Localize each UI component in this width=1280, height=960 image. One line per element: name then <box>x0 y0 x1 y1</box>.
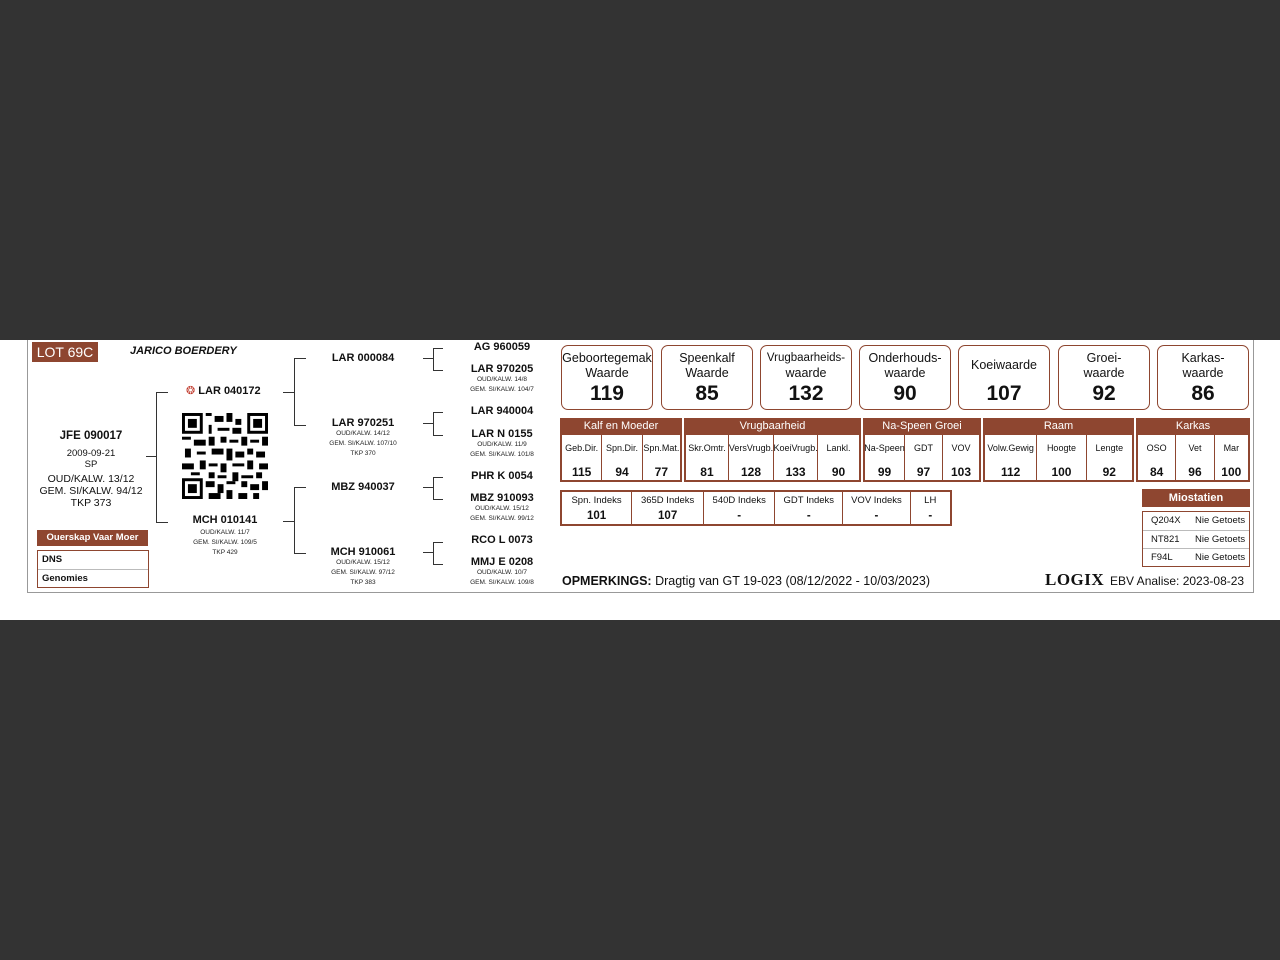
value-number: 86 <box>1191 382 1215 405</box>
group-grid-naspeen <box>863 435 981 482</box>
dam-tkp: TKP 429 <box>212 549 238 556</box>
great-4-id: LAR N 0155 <box>471 428 533 440</box>
group-grid-kalf <box>560 435 682 482</box>
group-grid-karkas <box>1136 435 1250 482</box>
ownership-row-dns: DNS <box>38 551 148 570</box>
value-label-1: Onderhouds- <box>868 351 942 365</box>
great-6-gem: GEM. SI/KALW. 99/12 <box>470 515 534 522</box>
ebv-cell: VOV 103 <box>950 442 971 479</box>
ebv-cell: GDT 97 <box>905 435 943 480</box>
ebv-cell: Hoogte 100 <box>1037 435 1086 480</box>
animal-gem-kalw: GEM. SI/KALW. 94/12 <box>39 485 143 497</box>
group-header-kalf: Kalf en Moeder <box>560 418 682 435</box>
miostatien-row: NT821 Nie Getoets <box>1143 531 1249 550</box>
granddam-paternal-tkp: TKP 370 <box>350 450 376 457</box>
great-7-id: RCO L 0073 <box>471 534 533 546</box>
ebv-cell: Skr. Omtr. 81 <box>686 435 729 480</box>
value-label-2: Waarde <box>585 366 629 380</box>
great-2 <box>460 363 544 395</box>
value-number: 107 <box>986 382 1022 405</box>
group-grid-raam <box>983 435 1134 482</box>
miostatien-row: F94L Nie Getoets <box>1151 552 1246 563</box>
dam-oud-kalw: OUD/KALW. 11/7 <box>200 529 250 536</box>
value-box-groei <box>1058 345 1150 410</box>
dam-block <box>180 514 270 558</box>
ownership-header: Ouerskap Vaar Moer <box>37 530 148 546</box>
grandsire-paternal-id: LAR 000084 <box>331 352 395 364</box>
great-5 <box>460 470 544 482</box>
miostatien-row: Q204X Nie Getoets <box>1143 512 1249 531</box>
ownership-box <box>37 550 149 588</box>
great-6 <box>460 492 544 524</box>
ebv-cell: Spn. Dir. 94 <box>602 435 642 480</box>
value-box-onderhoud <box>859 345 951 410</box>
logix-logo: LOGIX <box>1045 570 1105 589</box>
animal-birth-date: 2009-09-21 <box>66 448 116 459</box>
ebv-cell: Volw. Gewig 112 <box>985 435 1037 480</box>
granddam-paternal-gem: GEM. SI/KALW. 107/10 <box>329 440 397 447</box>
granddam-maternal-id: MCH 910061 <box>330 546 396 558</box>
lot-badge: LOT 69C <box>32 342 98 362</box>
miostatien-header: Miostatien <box>1142 489 1250 507</box>
group-header-vrugbaarheid: Vrugbaarheid <box>684 418 861 435</box>
index-cell: Spn. Indeks 101 <box>562 492 632 524</box>
value-number: 90 <box>893 382 917 405</box>
great-2-gem: GEM. SI/KALW. 104/7 <box>470 386 534 393</box>
value-label-1: Koeiwaarde <box>970 358 1037 372</box>
ebv-cell: Mar 100 <box>1221 442 1242 479</box>
grandsire-paternal <box>318 352 408 364</box>
index-cell: 540D Indeks - <box>704 492 775 524</box>
great-1 <box>460 341 544 353</box>
value-label-1: Vrugbaarheids- <box>766 352 846 364</box>
great-1-id: AG 960059 <box>473 341 531 353</box>
miostatien-box <box>1142 511 1250 567</box>
value-label-1: Groei- <box>1086 351 1122 365</box>
granddam-paternal <box>318 417 408 459</box>
great-8-gem: GEM. SI/KALW. 109/8 <box>470 579 534 586</box>
group-header-naspeen: Na-Speen Groei <box>863 418 981 435</box>
group-grid-vrugbaarheid <box>684 435 861 482</box>
great-6-oud: OUD/KALW. 15/12 <box>475 505 529 512</box>
remarks <box>562 574 930 588</box>
animal-breed: SP <box>84 459 98 470</box>
great-6-id: MBZ 910093 <box>470 492 534 504</box>
great-4-oud: OUD/KALW. 11/9 <box>477 441 527 448</box>
ebv-cell: Lengte 92 <box>1095 442 1124 479</box>
animal-oud-kalw: OUD/KALW. 13/12 <box>47 473 135 485</box>
great-3-id: LAR 940004 <box>470 405 534 417</box>
index-cell: 365D Indeks 107 <box>632 492 704 524</box>
granddam-maternal <box>318 546 408 588</box>
great-8-oud: OUD/KALW. 10/7 <box>476 569 528 576</box>
ebv-cell: Vers Vrugb. 128 <box>729 435 774 480</box>
animal-block <box>36 430 146 509</box>
great-4-gem: GEM. SI/KALW. 101/8 <box>470 451 534 458</box>
catalogue-sheet <box>0 340 1280 620</box>
qr-code-icon <box>182 413 268 499</box>
value-box-koeiwaarde <box>958 345 1050 410</box>
granddam-paternal-oud: OUD/KALW. 14/12 <box>336 430 390 437</box>
value-label-1: Karkas- <box>1181 351 1225 365</box>
ebv-cell: Lankl. 90 <box>826 442 851 479</box>
granddam-maternal-gem: GEM. SI/KALW. 97/12 <box>331 569 395 576</box>
granddam-paternal-id: LAR 970251 <box>331 417 395 429</box>
breeder-name: JARICO BOERDERY <box>130 345 237 357</box>
sire-block <box>186 384 276 397</box>
ownership-row-genomies: Genomies <box>42 573 88 584</box>
ebv-cell: Spn. Mat. 77 <box>643 442 680 479</box>
great-4 <box>460 428 544 460</box>
value-box-karkas <box>1157 345 1249 410</box>
value-number: 119 <box>590 382 624 405</box>
great-7 <box>460 534 544 546</box>
value-number: 92 <box>1092 382 1116 405</box>
ebv-cell: Na- Speen 99 <box>865 435 905 480</box>
ebv-cell: Koei Vrugb. 133 <box>774 435 818 480</box>
animal-tkp: TKP 373 <box>70 497 112 509</box>
animal-id: JFE 090017 <box>59 430 123 442</box>
great-5-id: PHR K 0054 <box>471 470 533 482</box>
great-8 <box>460 556 544 588</box>
great-3 <box>460 405 544 417</box>
index-cell: LH - <box>924 494 937 522</box>
index-table <box>560 490 952 526</box>
grandsire-maternal <box>318 481 408 493</box>
value-label-2: waarde <box>884 366 926 380</box>
great-2-id: LAR 970205 <box>470 363 534 375</box>
value-number: 132 <box>788 382 824 405</box>
dam-id: MCH 010141 <box>192 514 258 526</box>
ebv-analysis-date: EBV Analise: 2023-08-23 <box>1110 574 1245 588</box>
value-label-2: waarde <box>1083 366 1125 380</box>
value-label-1: Speenkalf <box>679 351 735 365</box>
remarks-label: OPMERKINGS: <box>562 574 652 588</box>
value-label-1: Geboortegemak <box>562 351 652 365</box>
ebv-cell: Vet 96 <box>1176 435 1214 480</box>
ebv-cell: OSO 84 <box>1138 435 1176 480</box>
granddam-maternal-tkp: TKP 383 <box>350 579 376 586</box>
value-label-2: waarde <box>1182 366 1224 380</box>
dam-gem-kalw: GEM. SI/KALW. 109/5 <box>193 539 257 546</box>
sire-marker-icon: ❂ <box>186 385 196 397</box>
group-header-karkas: Karkas <box>1136 418 1250 435</box>
value-label-2: Waarde <box>685 366 729 380</box>
group-header-raam: Raam <box>983 418 1134 435</box>
value-box-geboortegemak <box>561 345 653 410</box>
granddam-maternal-oud: OUD/KALW. 15/12 <box>336 559 390 566</box>
great-2-oud: OUD/KALW. 14/8 <box>476 376 528 383</box>
value-number: 85 <box>695 382 719 405</box>
value-box-speenkalf <box>661 345 753 410</box>
value-label-2: waarde <box>785 366 827 380</box>
index-cell: GDT Indeks - <box>775 492 843 524</box>
grandsire-maternal-id: MBZ 940037 <box>331 481 395 493</box>
value-box-vrugbaarheid <box>760 345 852 410</box>
remarks-text: Dragtig van GT 19-023 (08/12/2022 - 10/03/2023) <box>655 574 931 588</box>
index-cell: VOV Indeks - <box>843 492 910 524</box>
sire-id: LAR 040172 <box>198 385 261 397</box>
ebv-cell: Geb. Dir. 115 <box>562 435 602 480</box>
great-8-id: MMJ E 0208 <box>470 556 534 568</box>
